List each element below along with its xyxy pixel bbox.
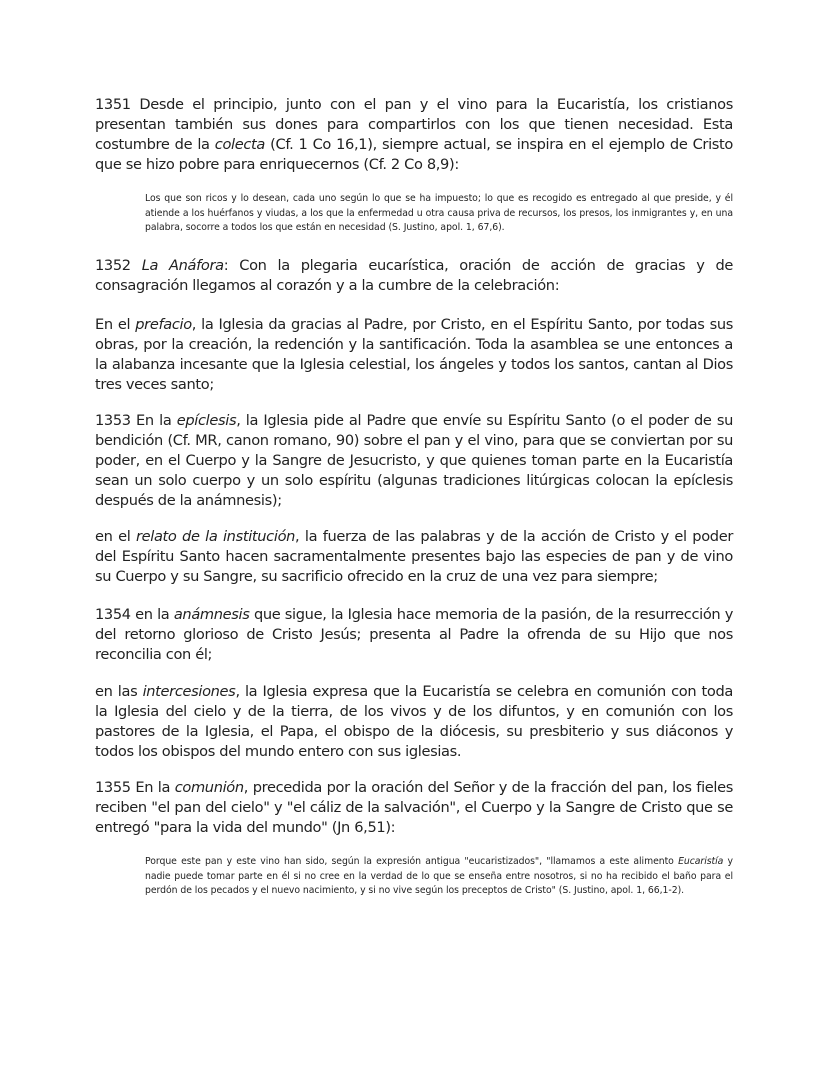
quote-text: Porque este pan y este vino han sido, según la expresión antigua "eucaristizados", "llamamos a este alimento — [145, 856, 679, 867]
italic-term: epíclesis — [176, 412, 237, 429]
paragraph-1351 — [95, 95, 733, 175]
paragraph-text: 1355 En la — [95, 779, 175, 796]
paragraph-1355 — [95, 778, 733, 838]
paragraph-text: 1351 Desde el principio, junto con el pan y el vino para la Eucaristía, los cristianos presentan también sus dones para compartirlos con los que tienen necesidad. Esta costumbre de la — [95, 96, 733, 153]
paragraph-text: , la Iglesia da gracias al Padre, por Cristo, en el Espíritu Santo, por todas sus obras, por la creación, la redención y la santificación. Toda la asamblea se une entonces a la alabanza incesante que la Iglesia celestial, los ángeles y todos los santos, cantan al Dios tres veces santo; — [95, 316, 733, 393]
paragraph-text: , la Iglesia expresa que la Eucaristía se celebra en comunión con toda la Iglesia del cielo y de la tierra, de los vivos y de los difuntos, y en comunión con los pastores de la Iglesia, el Papa, el obispo de la diócesis, su presbiterio y sus diáconos y todos los obispos del mundo entero con sus iglesias. — [95, 683, 733, 760]
paragraph-text: en el — [95, 528, 136, 545]
italic-term: intercesiones — [142, 683, 236, 700]
paragraph-1353 — [95, 411, 733, 511]
paragraph-prefacio — [95, 315, 733, 395]
paragraph-text: 1352 — [95, 257, 142, 274]
paragraph-text: 1354 en la — [95, 606, 174, 623]
paragraph-text: En el — [95, 316, 136, 333]
italic-term: prefacio — [135, 316, 192, 333]
paragraph-text: (Cf. 1 Co 16,1), siempre actual, se inspira en el ejemplo de Cristo que se hizo pobre para enriquecernos (Cf. 2 Co 8,9): — [95, 136, 733, 173]
italic-term: comunión — [174, 779, 244, 796]
block-quote-justino-66 — [145, 855, 733, 899]
quote-text: y nadie puede tomar parte en él si no cree en la verdad de lo que se enseña entre nosotros, si no ha recibido el baño para el perdón de los pecados y el nuevo nacimiento, y si no vive según los preceptos de Cristo" (S. Justino, apol. 1, 66,1-2). — [145, 856, 734, 897]
paragraph-text: que sigue, la Iglesia hace memoria de la pasión, de la resurrección y del retorno glorioso de Cristo Jesús; presenta al Padre la ofrenda de su Hijo que nos reconcilia con él; — [95, 606, 734, 663]
paragraph-text: en las — [95, 683, 143, 700]
paragraph-relato — [95, 527, 733, 587]
paragraph-text: , precedida por la oración del Señor y de la fracción del pan, los fieles reciben "el pan del cielo" y "el cáliz de la salvación", el Cuerpo y la Sangre de Cristo que se entregó "para la vida del mundo" (Jn 6,51): — [95, 779, 733, 836]
paragraph-text: : Con la plegaria eucarística, oración de acción de gracias y de consagración llegamos al corazón y a la cumbre de la celebración: — [95, 257, 733, 294]
italic-term: Eucaristía — [678, 856, 724, 867]
italic-term: anámnesis — [173, 606, 250, 623]
paragraph-1352 — [95, 256, 733, 296]
paragraph-text: 1353 En la — [95, 412, 177, 429]
paragraph-text: , la Iglesia pide al Padre que envíe su Espíritu Santo (o el poder de su bendición (Cf. MR, canon romano, 90) sobre el pan y el vino, para que se conviertan por su poder, en el Cuerpo y la Sangre de Jesucristo, y que quienes toman parte en la Eucaristía sean un solo cuerpo y un solo espíritu (algunas tradiciones litúrgicas colocan la epíclesis después de la anámnesis); — [95, 412, 733, 509]
italic-term: La Anáfora — [141, 257, 224, 274]
italic-term: relato de la institución — [135, 528, 296, 545]
paragraph-intercesiones — [95, 682, 733, 762]
block-quote-justino-67: Los que son ricos y lo desean, cada uno según lo que se ha impuesto; lo que es recogido es entregado al que preside, y él atiende a los huérfanos y viudas, a los que la enfermedad u otra causa priva de recursos, los presos, los inmigrantes y, en una palabra, socorre a todos los que están en necesidad (S. Justino, apol. 1, 67,6). — [145, 193, 733, 234]
italic-term: colecta — [214, 136, 266, 153]
paragraph-1354 — [95, 605, 733, 665]
paragraph-text: , la fuerza de las palabras y de la acción de Cristo y el poder del Espíritu Santo hacen sacramentalmente presentes bajo las especies de pan y de vino su Cuerpo y su Sangre, su sacrificio ofrecido en la cruz de una vez para siempre; — [95, 528, 733, 585]
